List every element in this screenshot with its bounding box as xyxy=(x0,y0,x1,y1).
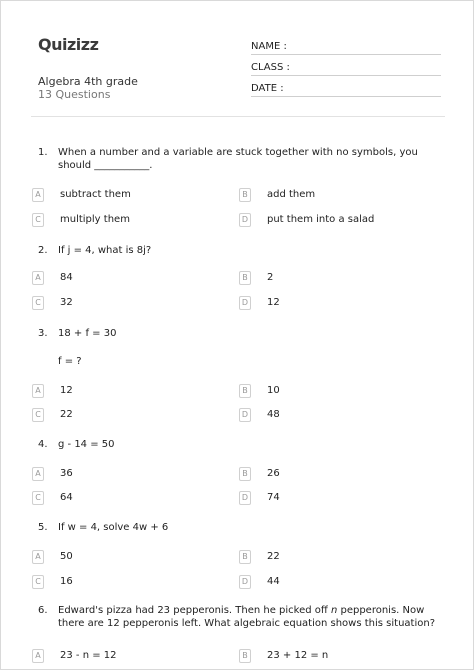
question-number: 3. xyxy=(38,328,48,339)
option-text: 48 xyxy=(267,409,280,420)
option-text: 10 xyxy=(267,385,280,396)
option-letter: B xyxy=(239,649,251,663)
option-text: 16 xyxy=(60,576,73,587)
question-text: When a number and a variable are stuck together with no symbols, you should ___________. xyxy=(58,147,418,171)
name-label: NAME : xyxy=(251,41,287,52)
option-letter: B xyxy=(239,467,251,481)
date-label: DATE : xyxy=(251,83,284,94)
question-text: If j = 4, what is 8j? xyxy=(58,245,152,256)
header-divider xyxy=(31,116,445,117)
option-text: put them into a salad xyxy=(267,214,375,225)
option-text: multiply them xyxy=(60,214,130,225)
date-field[interactable] xyxy=(251,81,441,97)
option-text: 12 xyxy=(60,385,73,396)
option-text: 26 xyxy=(267,468,280,479)
option-letter: A xyxy=(32,271,44,285)
option-text: 12 xyxy=(267,297,280,308)
option-text: subtract them xyxy=(60,189,131,200)
question-text-part: pepperonis. Now there are 12 pepperonis left. What algebraic equation shows this situation? xyxy=(58,605,436,629)
variable-n: n xyxy=(330,605,338,616)
option-text: 32 xyxy=(60,297,73,308)
question-text xyxy=(58,604,438,630)
question-count: 13 Questions xyxy=(38,88,111,101)
option-letter: D xyxy=(239,575,251,589)
option-letter: C xyxy=(32,491,44,505)
quizizz-logo: Quizizz xyxy=(38,35,99,54)
option-text: 23 - n = 12 xyxy=(60,650,117,661)
option-letter: B xyxy=(239,188,251,202)
option-letter: A xyxy=(32,188,44,202)
option-letter: D xyxy=(239,408,251,422)
option-text: 23 + 12 = n xyxy=(267,650,329,661)
option-letter: C xyxy=(32,575,44,589)
option-letter: D xyxy=(239,296,251,310)
option-letter: A xyxy=(32,649,44,663)
option-letter: B xyxy=(239,271,251,285)
option-letter: A xyxy=(32,550,44,564)
option-text: 22 xyxy=(267,551,280,562)
question-number: 6. xyxy=(38,605,48,616)
option-letter: B xyxy=(239,550,251,564)
option-text: 2 xyxy=(267,272,274,283)
option-letter: C xyxy=(32,296,44,310)
option-text: 50 xyxy=(60,551,73,562)
option-letter: C xyxy=(32,213,44,227)
option-letter: D xyxy=(239,491,251,505)
option-letter: C xyxy=(32,408,44,422)
option-text: add them xyxy=(267,189,316,200)
option-text: 44 xyxy=(267,576,280,587)
question-number: 4. xyxy=(38,439,48,450)
question-subtext: f = ? xyxy=(58,356,82,367)
question-number: 2. xyxy=(38,245,48,256)
option-letter: B xyxy=(239,384,251,398)
name-field[interactable] xyxy=(251,39,441,55)
option-letter: A xyxy=(32,467,44,481)
question-number: 5. xyxy=(38,522,48,533)
quiz-title: Algebra 4th grade xyxy=(38,75,138,88)
question-number: 1. xyxy=(38,147,48,158)
option-text: 64 xyxy=(60,492,73,503)
question-text: If w = 4, solve 4w + 6 xyxy=(58,522,169,533)
class-field[interactable] xyxy=(251,60,441,76)
question-text: 18 + f = 30 xyxy=(58,328,117,339)
option-text: 36 xyxy=(60,468,73,479)
option-letter: A xyxy=(32,384,44,398)
class-label: CLASS : xyxy=(251,62,290,73)
option-text: 84 xyxy=(60,272,73,283)
option-text: 22 xyxy=(60,409,73,420)
option-letter: D xyxy=(239,213,251,227)
question-text: g - 14 = 50 xyxy=(58,439,115,450)
question-text-part: Edward's pizza had 23 pepperonis. Then he picked off xyxy=(58,605,331,616)
option-text: 74 xyxy=(267,492,280,503)
